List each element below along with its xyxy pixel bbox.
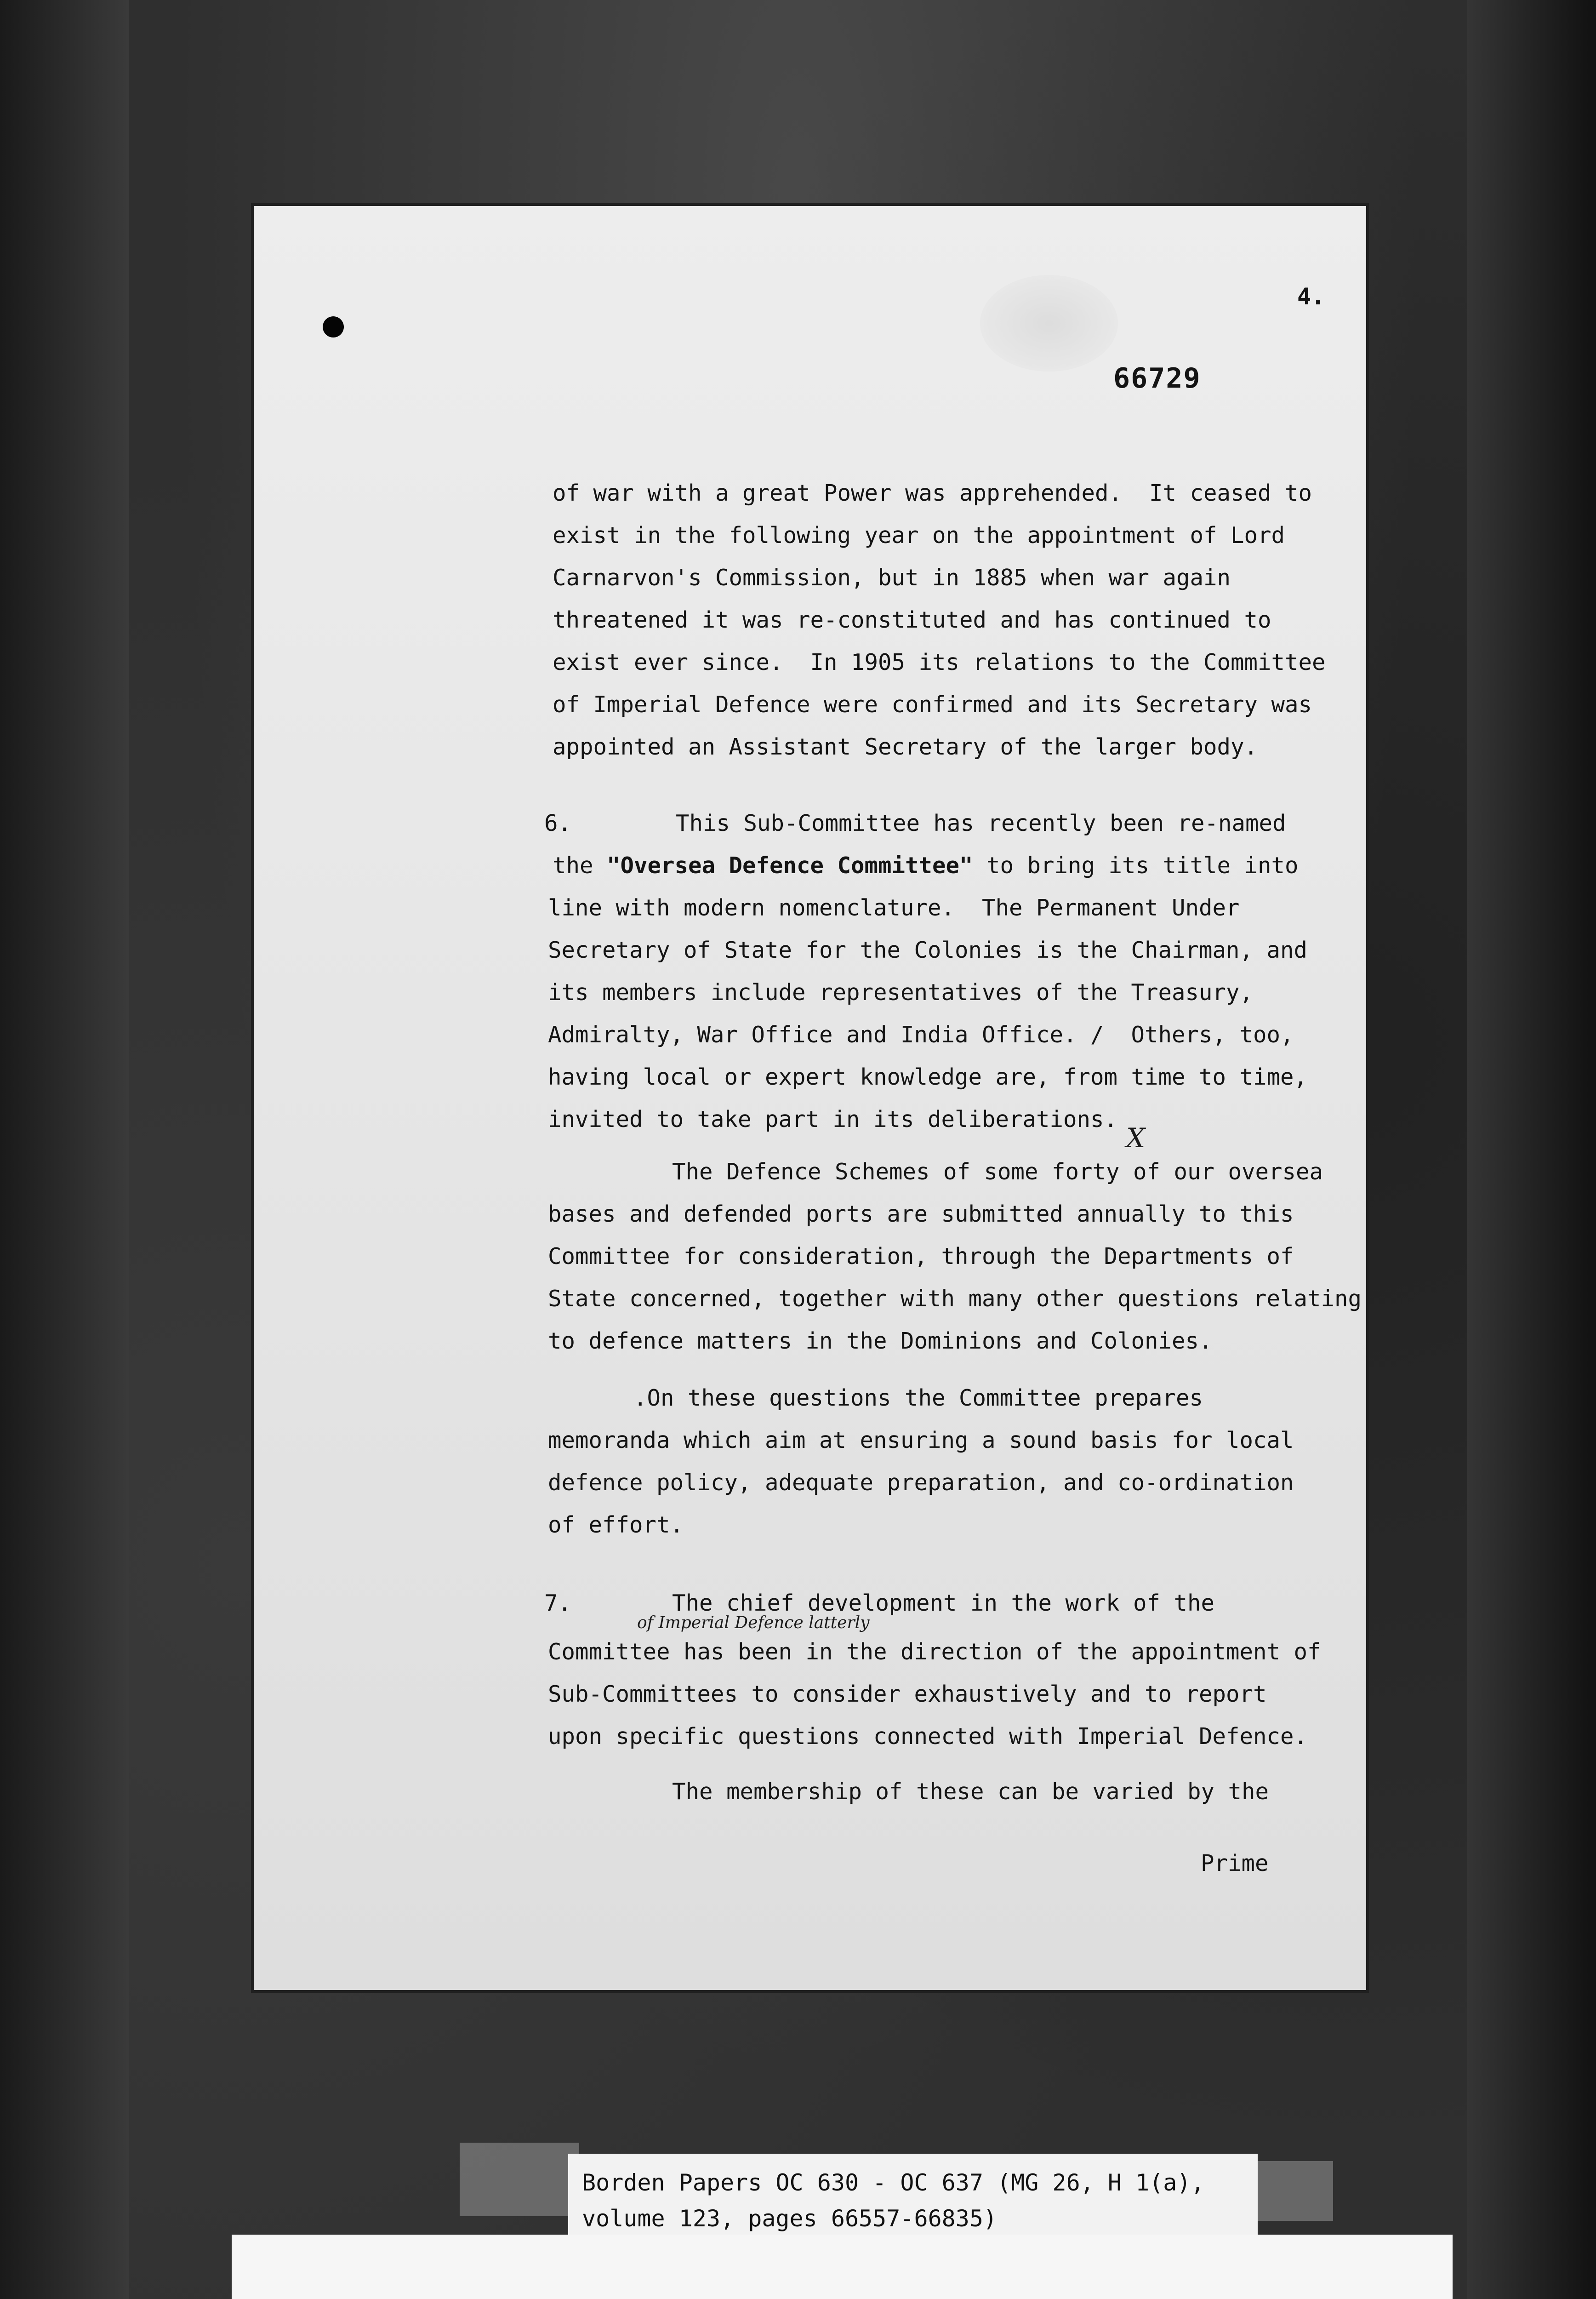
- tape-strip: [460, 2143, 579, 2216]
- body-line: of war with a great Power was apprehended. It ceased to: [553, 480, 1312, 506]
- body-line: line with modern nomenclature. The Permanent Under: [548, 895, 1240, 921]
- body-line: bases and defended ports are submitted annually to this: [548, 1201, 1294, 1227]
- punch-hole: [323, 316, 344, 337]
- body-line: defence policy, adequate preparation, and co-ordination: [548, 1470, 1294, 1496]
- body-line: Admiralty, War Office and India Office. / Others, too,: [548, 1022, 1294, 1048]
- paragraph-number: 6.: [544, 810, 572, 836]
- committee-name: "Oversea Defence Committee": [607, 852, 973, 879]
- body-line: of effort.: [548, 1512, 684, 1538]
- film-edge-right: [1467, 0, 1596, 2299]
- body-line: to defence matters in the Dominions and Colonies.: [548, 1328, 1213, 1354]
- document-number: 66729: [1113, 362, 1201, 395]
- handwritten-insert: of Imperial Defence latterly: [637, 1613, 870, 1632]
- document-page: [254, 206, 1366, 1990]
- body-line: The Defence Schemes of some forty of our oversea: [672, 1159, 1323, 1185]
- body-line: the "Oversea Defence Committee" to bring its title into: [553, 852, 1299, 879]
- body-line: invited to take part in its deliberations.: [548, 1106, 1118, 1132]
- body-line: threatened it was re-constituted and has continued to: [553, 607, 1271, 633]
- body-line: exist ever since. In 1905 its relations to the Committee: [553, 649, 1326, 675]
- body-line: its members include representatives of the Treasury,: [548, 979, 1254, 1006]
- body-line: exist in the following year on the appointment of Lord: [553, 522, 1285, 549]
- page-number: 4.: [1297, 283, 1325, 310]
- body-line: Secretary of State for the Colonies is the Chairman, and: [548, 937, 1308, 963]
- body-line: This Sub-Committee has recently been re-named: [676, 810, 1286, 836]
- body-line: Committee has been in the direction of the appointment of: [548, 1639, 1321, 1665]
- body-line: having local or expert knowledge are, from time to time,: [548, 1064, 1308, 1090]
- body-line: The chief development in the work of the: [672, 1590, 1215, 1616]
- reference-line: Borden Papers OC 630 - OC 637 (MG 26, H 1(a),: [582, 2169, 1205, 2196]
- handwritten-mark: X: [1126, 1122, 1146, 1154]
- body-line: of Imperial Defence were confirmed and its Secretary was: [553, 692, 1312, 718]
- body-line: Sub-Committees to consider exhaustively and to report: [548, 1681, 1267, 1707]
- catchword: Prime: [1201, 1850, 1269, 1876]
- body-line: Committee for consideration, through the Departments of: [548, 1243, 1294, 1270]
- body-line: The membership of these can be varied by the: [672, 1779, 1269, 1805]
- body-line: State concerned, together with many other questions relating: [548, 1286, 1362, 1312]
- reference-line: volume 123, pages 66557-66835): [582, 2205, 998, 2232]
- archives-stamp: [232, 2235, 1453, 2299]
- film-edge-left: [0, 0, 129, 2299]
- watermark-seal: [980, 275, 1118, 372]
- body-line: Carnarvon's Commission, but in 1885 when war again: [553, 565, 1231, 591]
- body-line: appointed an Assistant Secretary of the larger body.: [553, 734, 1258, 760]
- paragraph-number: 7.: [544, 1590, 572, 1616]
- body-line: .On these questions the Committee prepares: [633, 1385, 1203, 1411]
- body-line: memoranda which aim at ensuring a sound basis for local: [548, 1427, 1294, 1453]
- body-line: upon specific questions connected with Imperial Defence.: [548, 1723, 1308, 1750]
